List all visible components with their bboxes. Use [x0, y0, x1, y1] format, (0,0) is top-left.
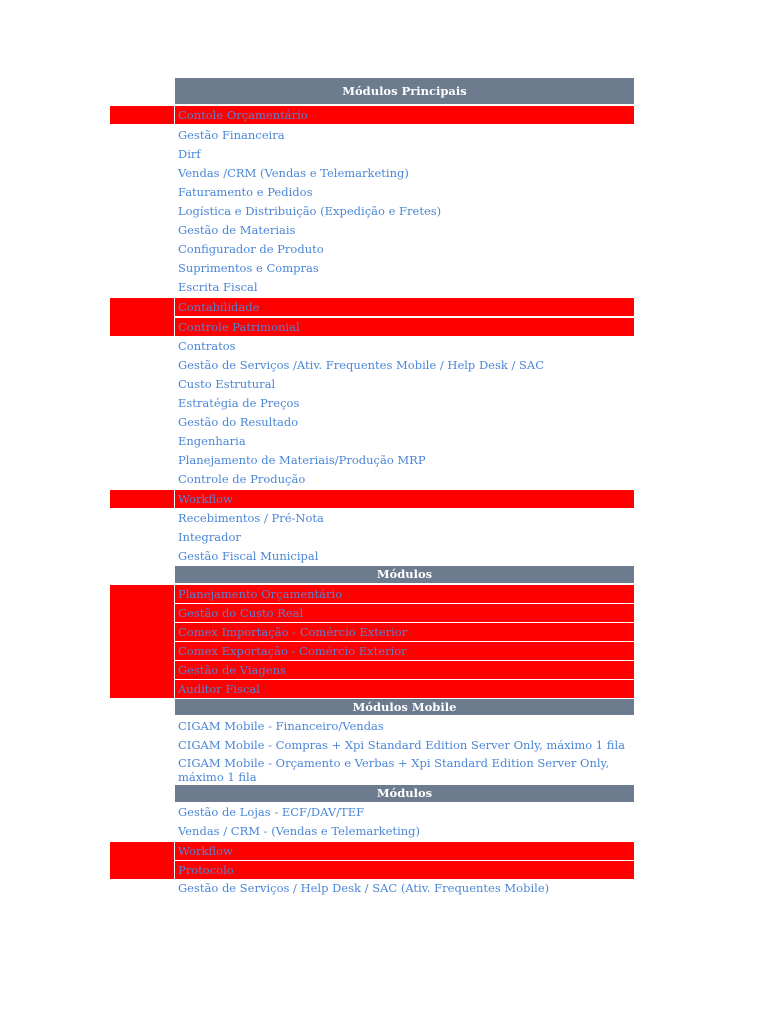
- section-header: Módulos Principais: [175, 78, 634, 104]
- list-item: Vendas /CRM (Vendas e Telemarketing): [178, 166, 409, 180]
- list-item: CIGAM Mobile - Compras + Xpi Standard Edition Server Only, máximo 1 fila: [178, 738, 625, 752]
- side-marker: [110, 842, 174, 879]
- list-item: Dirf: [178, 147, 201, 161]
- list-item: Gestão de Materiais: [178, 223, 296, 237]
- side-marker: [110, 298, 174, 336]
- list-item: Controle Patrimonial: [175, 318, 634, 336]
- list-item: Planejamento de Materiais/Produção MRP: [178, 453, 426, 467]
- list-item: Comex Importação - Comércio Exterior: [175, 623, 634, 641]
- list-item: Vendas / CRM - (Vendas e Telemarketing): [178, 824, 421, 838]
- list-item: Comex Exportação - Comércio Exterior: [175, 642, 634, 660]
- list-item: CIGAM Mobile - Orçamento e Verbas + Xpi Standard Edition Server Only, máximo 1 fila: [178, 756, 610, 784]
- list-item: Engenharia: [178, 434, 246, 448]
- list-item: Gestão do Custo Real: [175, 604, 634, 622]
- list-item: Suprimentos e Compras: [178, 261, 319, 275]
- list-item: Gestão de Serviços / Help Desk / SAC (Ativ. Frequentes Mobile): [178, 881, 550, 895]
- section-header: Módulos: [175, 566, 634, 583]
- list-item: Contabilidade: [175, 298, 634, 316]
- list-item: Gestão Fiscal Municipal: [178, 549, 319, 563]
- list-item: Gestão Financeira: [178, 128, 285, 142]
- list-item: Workflow: [175, 842, 634, 860]
- list-item: Contole Orçamentário: [175, 106, 634, 124]
- list-item: Integrador: [178, 530, 241, 544]
- list-item: Gestão de Viagens: [175, 661, 634, 679]
- list-item: Custo Estrutural: [178, 377, 276, 391]
- side-marker: [110, 106, 174, 124]
- list-item: Contratos: [178, 339, 236, 353]
- list-item: Gestão de Lojas - ECF/DAV/TEF: [178, 805, 365, 819]
- section-header: Módulos Mobile: [175, 699, 634, 715]
- list-item: Faturamento e Pedidos: [178, 185, 313, 199]
- list-item: Gestão de Serviços /Ativ. Frequentes Mobile / Help Desk / SAC: [178, 358, 545, 372]
- list-item: Logística e Distribuição (Expedição e Fretes): [178, 204, 442, 218]
- list-item: Protocolo: [175, 861, 634, 879]
- list-item: CIGAM Mobile - Financeiro/Vendas: [178, 719, 384, 733]
- side-marker: [110, 490, 174, 508]
- list-item: Escrita Fiscal: [178, 280, 258, 294]
- list-item: Workflow: [175, 490, 634, 508]
- list-item: Recebimentos / Pré-Nota: [178, 511, 324, 525]
- list-item: Controle de Produção: [178, 472, 306, 486]
- list-item: Auditor Fiscal: [175, 680, 634, 698]
- list-item: Gestão do Resultado: [178, 415, 299, 429]
- list-item: Planejamento Orçamentário: [175, 585, 634, 603]
- list-item: Estratégia de Preços: [178, 396, 300, 410]
- side-marker: [110, 585, 174, 698]
- list-item: Configurador de Produto: [178, 242, 324, 256]
- section-header: Módulos: [175, 785, 634, 802]
